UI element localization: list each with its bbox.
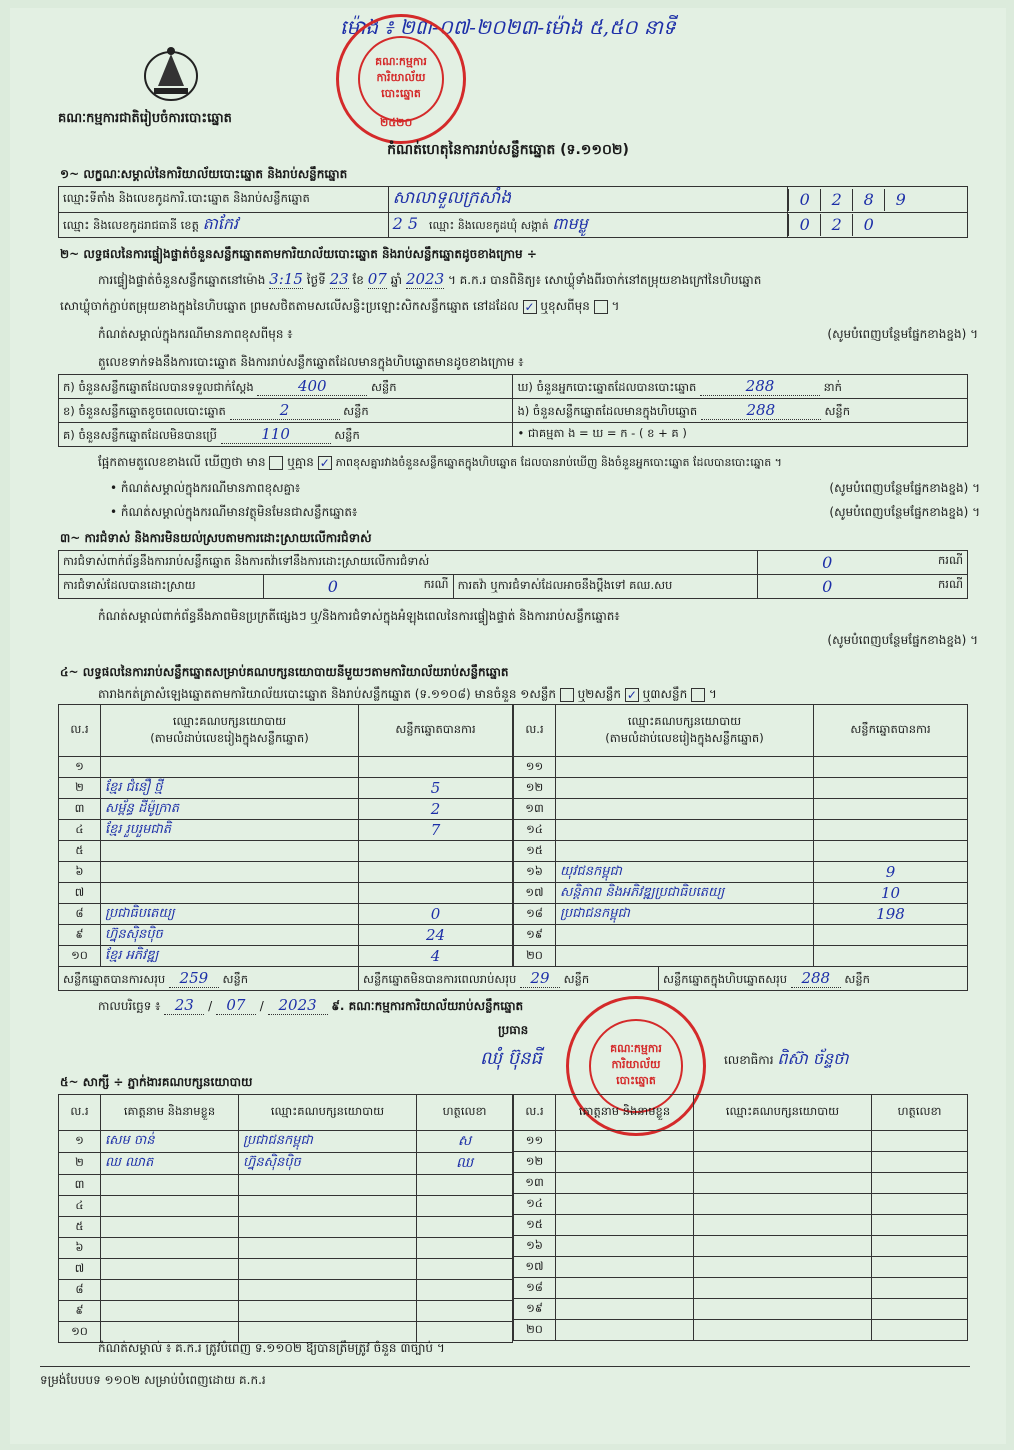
site-name-label: ឈ្មោះទីតាំង និងលេខកូដការិ.បោះឆ្នោត និងរាប់សន្លឹកឆ្នោត [59, 187, 389, 213]
chair-signature: ឈុំ ប៊ុនធី [480, 1048, 542, 1069]
witness-row [59, 1131, 513, 1153]
results-table-left: ល.រ ឈ្មោះគណបក្សនយោបាយ (តាមលំដាប់លេខរៀងក្នុងសន្លឹកឆ្នោត) សន្លឹកឆ្នោតបានការ ១ ២ ខ្មែរ ជំនឿ ថ្មី 5 ៣ សម្ព័ន្ធ ដីម៉ូក្រាត 2 ៤ ខ្មែរ រួបរួមជាតិ 7 ៥ ៦ ៧ ៨ ប្រជាធិបតេយ្យ 0 ៩ ហ្វ៊ុនស៊ិនប៉ិច 24 ១០ ខ្មែរ អភិវឌ្ឍ 4 [58, 704, 513, 967]
witness-party [239, 1280, 417, 1301]
result-votes [359, 757, 513, 778]
result-votes: 198 [814, 904, 968, 925]
witness-name: ឈ ឈាត [101, 1153, 239, 1175]
witness-row [514, 1299, 968, 1320]
witness-signature [872, 1131, 968, 1152]
result-number: ១៦ [514, 862, 556, 883]
witness-name [556, 1278, 694, 1299]
witness-signature [872, 1278, 968, 1299]
result-party-name [101, 883, 359, 904]
witness-row [59, 1238, 513, 1259]
section2-title: ២~ លទ្ធផលនៃការផ្ទៀងផ្ទាត់ចំនួនសន្លឹកឆ្នោតតាមការិយាល័យបោះឆ្នោត និងរាប់សន្លឹកឆ្នោតដូចខាងក្រោម ÷ [60, 247, 537, 261]
result-party-name [101, 841, 359, 862]
witness-number: ៨ [59, 1280, 101, 1301]
result-number: ១៩ [514, 925, 556, 946]
result-votes [814, 757, 968, 778]
result-row [59, 862, 513, 883]
commune-code-digits: 0 2 0 [788, 213, 968, 238]
witness-name [101, 1175, 239, 1196]
result-party-name: ខ្មែរ រួបរួមជាតិ [101, 820, 359, 841]
witness-row [514, 1236, 968, 1257]
witness-row [59, 1175, 513, 1196]
witness-name [556, 1173, 694, 1194]
result-row [59, 904, 513, 925]
witness-signature [872, 1194, 968, 1215]
witness-number: ៩ [59, 1301, 101, 1322]
witness-name [556, 1257, 694, 1278]
witness-name [101, 1280, 239, 1301]
witness-party [694, 1257, 872, 1278]
witness-name [556, 1131, 694, 1152]
result-number: ៤ [59, 820, 101, 841]
result-row [59, 841, 513, 862]
result-party-name: សន្តិភាព និងអភិវឌ្ឍប្រជាធិបតេយ្យ [556, 883, 814, 904]
figures-row: ខ) ចំនួនសន្លឹកឆ្នោតខូចពេលបោះឆ្នោត 2 សន្លឹក ង) ចំនួនសន្លឹកឆ្នោតដែលមានក្នុងហិបឆ្នោត 288 សន្លឹក [59, 399, 968, 423]
form-footer: ទម្រង់បែបបទ ១១០២ សម្រាប់បំពេញដោយ គ.ក.រ [40, 1373, 266, 1387]
result-number: ១៧ [514, 883, 556, 904]
result-votes [359, 862, 513, 883]
witness-row [514, 1320, 968, 1341]
date-line: កាលបរិច្ឆេទ ៖ 23 / 07 / 2023 ៩. គណៈកម្មការការិយាល័យរាប់សន្លឹកឆ្នោត [98, 996, 524, 1014]
result-party-name: សម្ព័ន្ធ ដីម៉ូក្រាត [101, 799, 359, 820]
objection-note: កំណត់សម្គាល់ពាក់ព័ន្ធនឹងភាពមិនប្រក្រតីផ្សេងៗ ឬ/និងការជំទាស់ក្នុងអំឡុងពេលនៃការផ្ទៀងផ្ទាត់ និងការរាប់សន្លឹកឆ្នោត៖ [98, 609, 620, 623]
three-sheet-checkbox[interactable] [691, 688, 705, 702]
result-row [59, 757, 513, 778]
handwritten-time-note: ម៉ោង ៖ ២៣-០៧-២០២៣-ម៉ោង ៥,៥០ នាទី [340, 15, 676, 39]
result-votes: 7 [359, 820, 513, 841]
witness-signature [417, 1259, 513, 1280]
one-sheet-checkbox[interactable] [560, 688, 574, 702]
result-votes: 5 [359, 778, 513, 799]
witness-signature [872, 1236, 968, 1257]
result-party-name [556, 925, 814, 946]
witness-party [239, 1259, 417, 1280]
witness-number: ១៤ [514, 1194, 556, 1215]
witness-number: ១០ [59, 1322, 101, 1343]
result-number: ៨ [59, 904, 101, 925]
objection-fill-note: (សូមបំពេញបន្ថែមផ្នែកខាងខ្នង) ។ [827, 633, 978, 647]
result-votes: 9 [814, 862, 968, 883]
witness-party [694, 1131, 872, 1152]
witness-signature: ឈ [417, 1153, 513, 1175]
result-votes: 0 [359, 904, 513, 925]
total-valid: 259 [169, 969, 219, 988]
result-number: ១៤ [514, 820, 556, 841]
result-row [514, 862, 968, 883]
witness-name [101, 1301, 239, 1322]
document-page [10, 8, 1006, 1444]
witness-party [239, 1301, 417, 1322]
witness-signature [872, 1173, 968, 1194]
witness-name [556, 1152, 694, 1173]
result-row [514, 883, 968, 904]
bullet-nonballot: • កំណត់សម្គាល់ក្នុងករណីមានវត្ថុមិនមែនជាសន្លឹកឆ្នោត៖ (សូមបំពេញបន្ថែមផ្នែកខាងខ្នង) ។ [110, 505, 980, 519]
result-row [514, 904, 968, 925]
witness-signature [872, 1299, 968, 1320]
witness-party [694, 1299, 872, 1320]
witness-party [239, 1196, 417, 1217]
witness-number: ៧ [59, 1259, 101, 1280]
result-party-name [556, 820, 814, 841]
result-party-name [556, 757, 814, 778]
verification-paragraph: ការផ្ទៀងផ្ទាត់ចំនួនសន្លឹកឆ្នោតនៅម៉ោង 3:15 ថ្ងៃទី 23 ខែ 07 ឆ្នាំ 2023 ។ គ.ក.រ បានពិនិត្យ៖ សោឃ្លុំទាំងពីរចាក់នៅតម្រុយខាងក្រៅនៃហិបឆ្នោត [98, 270, 762, 288]
witness-signature [417, 1238, 513, 1259]
result-party-name: ប្រជាធិបតេយ្យ [101, 904, 359, 925]
witness-signature [872, 1215, 968, 1236]
total-in-box: 288 [791, 969, 841, 988]
commission-name: គណៈកម្មការជាតិរៀបចំការបោះឆ្នោត [58, 111, 232, 126]
two-sheet-checkbox[interactable]: ✓ [626, 687, 637, 702]
witness-row [514, 1278, 968, 1299]
witness-party [239, 1175, 417, 1196]
witness-row [59, 1196, 513, 1217]
result-number: ១១ [514, 757, 556, 778]
witness-number: ២ [59, 1153, 101, 1175]
witness-signature [872, 1257, 968, 1278]
witness-name [101, 1196, 239, 1217]
result-row [514, 820, 968, 841]
result-number: ១៨ [514, 904, 556, 925]
result-number: ៣ [59, 799, 101, 820]
result-votes [814, 820, 968, 841]
result-votes [814, 841, 968, 862]
discrepancy-paragraph: ផ្អែកតាមតួលេខខាងលើ ឃើញថា មាន ឬគ្មាន ✓ ភាពខុសគ្នារវាងចំនួនសន្លឹកឆ្នោតក្នុងហិបឆ្នោត ដែលបានរាប់ឃើញ និងចំនួនអ្នកបោះឆ្នោត ដែលបានបោះឆ្នោត ។ [98, 455, 782, 470]
witness-number: ៣ [59, 1175, 101, 1196]
witness-party [694, 1236, 872, 1257]
totals-table: សន្លឹកឆ្នោតបានការសរុប 259 សន្លឹក សន្លឹកឆ្នោតមិនបានការពេលរាប់សរុប 29 សន្លឹក សន្លឹកឆ្នោតក្នុងហិបឆ្នោតសរុប 288 សន្លឹក [58, 966, 968, 991]
result-number: ៩ [59, 925, 101, 946]
witness-party [694, 1215, 872, 1236]
results-table-right: ល.រ ឈ្មោះគណបក្សនយោបាយ (តាមលំដាប់លេខរៀងក្នុងសន្លឹកឆ្នោត) សន្លឹកឆ្នោតបានការ ១១ ១២ ១៣ ១៤ ១៥ ១៦ យុវជនកម្ពុជា 9 ១៧ សន្តិភាព និងអភិវឌ្ឍប្រជាធិបតេយ្យ 10 ១៨ ប្រជាជនកម្ពុជា 198 ១៩ ២០ [513, 704, 968, 967]
result-number: ២ [59, 778, 101, 799]
witness-number: ១៨ [514, 1278, 556, 1299]
witness-row [514, 1131, 968, 1152]
witness-number: ១២ [514, 1152, 556, 1173]
section1-title: ១~ លក្ខណៈសម្គាល់នៃការិយាល័យបោះឆ្នោត និងរាប់សន្លឹកឆ្នោត [60, 167, 348, 181]
chair-label: ប្រធាន [498, 1023, 529, 1037]
result-number: ៧ [59, 883, 101, 904]
result-row [59, 799, 513, 820]
witness-party [694, 1152, 872, 1173]
section3-title: ៣~ ការជំទាស់ និងការមិនយល់ស្របតាមការដោះស្រាយលើការជំទាស់ [60, 531, 372, 545]
witness-party: ហ្វ៊ុនស៊ិនប៉ិច [239, 1153, 417, 1175]
footnote: កំណត់សម្គាល់ ៖ គ.ក.រ ត្រូវបំពេញ ទ.១១០២ ឱ្យបានត្រឹមត្រូវ ចំនួន ៣ច្បាប់ ។ [98, 1341, 445, 1355]
result-party-name: ខ្មែរ ជំនឿ ថ្មី [101, 778, 359, 799]
witness-signature [872, 1152, 968, 1173]
province-label: ឈ្មោះ និងលេខកូដរាជធានី ខេត្ត តាកែវ [59, 213, 389, 238]
witness-row [514, 1257, 968, 1278]
result-number: ២០ [514, 946, 556, 967]
witness-number: ៥ [59, 1217, 101, 1238]
commune-cell: 2 5 ឈ្មោះ និងលេខកូដឃុំ សង្កាត់ ពាមម្លូ [388, 213, 788, 238]
witness-name [556, 1320, 694, 1341]
witness-party [694, 1320, 872, 1341]
result-number: ១ [59, 757, 101, 778]
result-number: ១៥ [514, 841, 556, 862]
figures-table [58, 374, 968, 447]
witness-signature: ស [417, 1131, 513, 1153]
witness-table-right: ល.រ គោត្តនាម និងនាមខ្លួន ឈ្មោះគណបក្សនយោបាយ ហត្ថលេខា ១១ ១២ ១៣ ១៤ ១៥ ១៦ ១៧ ១៨ ១៩ ២០ [513, 1094, 968, 1341]
footer-divider [40, 1366, 970, 1367]
witness-name: សេម ចាន់ [101, 1131, 239, 1153]
result-row [59, 946, 513, 967]
witness-row [59, 1153, 513, 1175]
witness-row [59, 1301, 513, 1322]
result-party-name: ខ្មែរ អភិវឌ្ឍ [101, 946, 359, 967]
official-stamp-top: គណៈកម្មការការិយាល័យបោះឆ្នោត [336, 14, 466, 144]
different-checkbox[interactable] [594, 300, 608, 314]
witness-number: ១៧ [514, 1257, 556, 1278]
figures-intro: តួលេខទាក់ទងនឹងការបោះឆ្នោត និងការរាប់សន្លឹកឆ្នោតដែលមានក្នុងហិបឆ្នោតមានដូចខាងក្រោម ៖ [98, 355, 524, 369]
result-number: ៦ [59, 862, 101, 883]
result-number: ១០ [59, 946, 101, 967]
witness-name [556, 1299, 694, 1320]
result-votes [814, 925, 968, 946]
result-party-name: ហ្វ៊ុនស៊ិនប៉ិច [101, 925, 359, 946]
result-party-name [556, 841, 814, 862]
witness-number: ៤ [59, 1196, 101, 1217]
result-row [514, 778, 968, 799]
witness-name [556, 1215, 694, 1236]
witness-number: ១៣ [514, 1173, 556, 1194]
section1-table [58, 186, 968, 238]
witness-name [101, 1238, 239, 1259]
result-party-name [101, 757, 359, 778]
same-checkbox[interactable]: ✓ [524, 299, 535, 314]
witness-row [59, 1217, 513, 1238]
difference-note: កំណត់សម្គាល់ក្នុងករណីមានភាពខុសពីមុន ៖ (សូមបំពេញបន្ថែមផ្នែកខាងខ្នង) ។ [98, 327, 978, 341]
witness-party [694, 1173, 872, 1194]
section4-title: ៤~ លទ្ធផលនៃការរាប់សន្លឹកឆ្នោតសម្រាប់គណបក្សនយោបាយនីមួយៗតាមការិយាល័យរាប់សន្លឹកឆ្នោត [60, 665, 509, 679]
witness-row [514, 1173, 968, 1194]
witness-signature [417, 1217, 513, 1238]
result-votes [359, 841, 513, 862]
witness-name [101, 1259, 239, 1280]
witness-number: ១៦ [514, 1236, 556, 1257]
result-votes: 10 [814, 883, 968, 904]
witness-party: ប្រជាជនកម្ពុជា [239, 1131, 417, 1153]
total-invalid: 29 [520, 969, 560, 988]
witness-signature [872, 1320, 968, 1341]
result-votes [814, 799, 968, 820]
result-number: ៥ [59, 841, 101, 862]
witness-party [239, 1217, 417, 1238]
site-code-digits: 0 2 8 9 [788, 187, 968, 213]
result-votes: 4 [359, 946, 513, 967]
result-row [514, 946, 968, 967]
result-party-name [556, 778, 814, 799]
result-row [514, 841, 968, 862]
result-number: ១៣ [514, 799, 556, 820]
result-row [59, 778, 513, 799]
figures-row: ក) ចំនួនសន្លឹកឆ្នោតដែលបានទទួលជាក់ស្តែង 400 សន្លឹក ឃ) ចំនួនអ្នកបោះឆ្នោតដែលបានបោះឆ្នោត 288 នាក់ [59, 375, 968, 399]
verify-time: 3:15 [269, 270, 303, 288]
witness-signature [417, 1301, 513, 1322]
witness-signature [417, 1175, 513, 1196]
has-discrepancy-checkbox[interactable] [269, 456, 283, 470]
result-party-name [101, 862, 359, 883]
witness-row [59, 1259, 513, 1280]
result-row [59, 925, 513, 946]
objections-table: ការជំទាស់ពាក់ព័ន្ធនឹងការរាប់សន្លឹកឆ្នោត និងការតវ៉ាទៅនឹងការដោះស្រាយលើការជំទាស់ 0 ករណី ការជំទាស់ដែលបានដោះស្រាយ 0 ករណី ការតវ៉ា ឬការជំទាស់ដែលអាចនឹងប្តឹងទៅ គឈ.សប 0 ករណី [58, 550, 968, 599]
result-votes [359, 883, 513, 904]
result-row [514, 799, 968, 820]
witness-number: ១១ [514, 1131, 556, 1152]
tally-sheet-count: តារាងកត់ត្រាសំឡេងឆ្នោតតាមការិយាល័យបោះឆ្នោត និងរាប់សន្លឹកឆ្នោត (ទ.១១០៨) មានចំនួន ១សន្លឹក ឬ២សន្លឹក ✓ ឬ៣សន្លឹក ។ [98, 687, 717, 702]
national-emblem-icon [140, 42, 202, 106]
result-row [514, 757, 968, 778]
witness-row [514, 1215, 968, 1236]
witness-name [101, 1217, 239, 1238]
section5-title: ៥~ សាក្សី ÷ ភ្នាក់ងារគណបក្សនយោបាយ [60, 1075, 253, 1089]
witness-number: ២០ [514, 1320, 556, 1341]
witness-number: ១ [59, 1131, 101, 1153]
result-party-name [556, 946, 814, 967]
result-votes [814, 778, 968, 799]
result-number: ១២ [514, 778, 556, 799]
result-party-name [556, 799, 814, 820]
secretary-line: លេខាធិការ ពិស៊ា ច័ន្ទថា [724, 1049, 849, 1068]
verification-paragraph-2: សោឃ្លុំចាក់ភ្ជាប់តម្រុយខាងក្នុងនៃហិបឆ្នោត ព្រមសថិតតាមសលើសន្លិះប្រឡោះសិកសន្លឹកឆ្នោត នៅដដែល ✓ ឬខុសពីមុន ។ [60, 299, 620, 314]
bullet-discrepancy: • កំណត់សម្គាល់ក្នុងករណីមានភាពខុសគ្នា៖ (សូមបំពេញបន្ថែមផ្នែកខាងខ្នង) ។ [110, 481, 980, 495]
witness-row [514, 1194, 968, 1215]
witness-number: ១៩ [514, 1299, 556, 1320]
result-party-name: ប្រជាជនកម្ពុជា [556, 904, 814, 925]
result-votes: 24 [359, 925, 513, 946]
witness-name [556, 1236, 694, 1257]
form-title: កំណត់ហេតុនៃការរាប់សន្លឹកឆ្នោត (ទ.១១០២) [387, 142, 629, 158]
official-stamp-bottom: គណៈកម្មការការិយាល័យបោះឆ្នោត [566, 996, 706, 1136]
result-votes [814, 946, 968, 967]
witness-row [514, 1152, 968, 1173]
witness-signature [417, 1280, 513, 1301]
witness-name [556, 1194, 694, 1215]
result-row [59, 820, 513, 841]
witness-row [59, 1280, 513, 1301]
witness-table-left: ល.រ គោត្តនាម និងនាមខ្លួន ឈ្មោះគណបក្សនយោបាយ ហត្ថលេខា ១ សេម ចាន់ ប្រជាជនកម្ពុជា ស ២ ឈ ឈាត ហ្វ៊ុនស៊ិនប៉ិច ឈ ៣ ៤ ៥ ៦ ៧ ៨ ៩ ១០ [58, 1094, 513, 1343]
result-row [514, 925, 968, 946]
witness-party [239, 1238, 417, 1259]
site-name-value: សាលាទួលក្រសាំង [388, 187, 788, 213]
result-votes: 2 [359, 799, 513, 820]
no-discrepancy-checkbox[interactable]: ✓ [319, 455, 330, 470]
witness-party [694, 1194, 872, 1215]
result-party-name: យុវជនកម្ពុជា [556, 862, 814, 883]
witness-signature [417, 1196, 513, 1217]
result-row [59, 883, 513, 904]
witness-number: ១៥ [514, 1215, 556, 1236]
witness-number: ៦ [59, 1238, 101, 1259]
figures-row: គ) ចំនួនសន្លឹកឆ្នោតដែលមិនបានប្រើ 110 សន្លឹក • ជាគម្មតា ង = ឃ = ក - ( ខ + គ ) [59, 423, 968, 447]
witness-party [694, 1278, 872, 1299]
stamp-year: ២៥២០ [380, 116, 413, 129]
